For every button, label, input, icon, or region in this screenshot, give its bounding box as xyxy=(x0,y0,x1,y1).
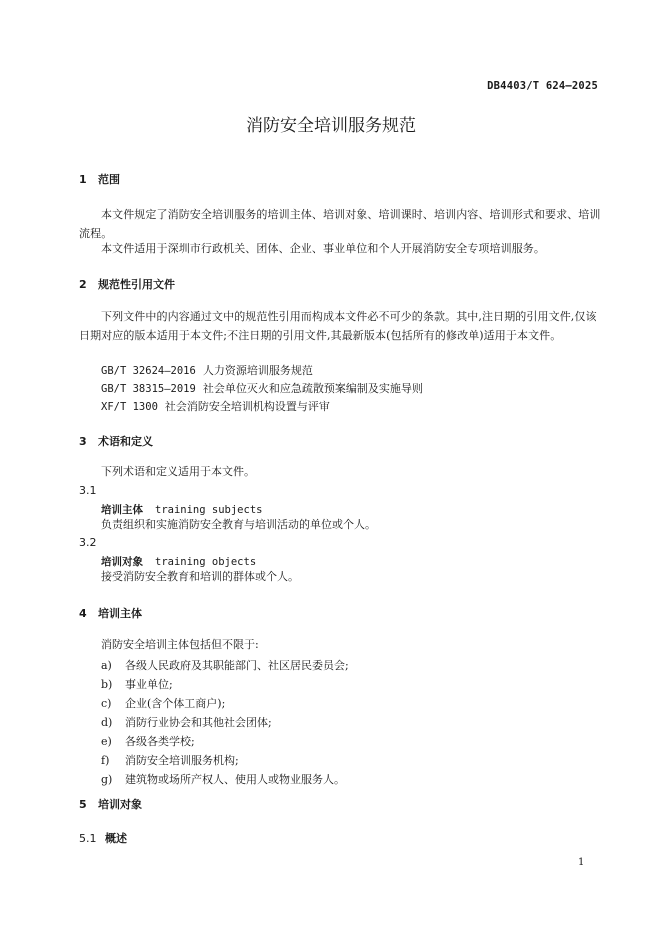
list-text: 企业(含个体工商户); xyxy=(125,697,226,710)
subsection-number: 5.1 xyxy=(79,832,97,845)
term-definition: 接受消防安全教育和培训的群体或个人。 xyxy=(101,570,299,583)
section-4-intro: 消防安全培训主体包括但不限于: xyxy=(101,638,259,651)
list-marker: g) xyxy=(101,773,113,786)
list-text: 消防安全培训服务机构; xyxy=(125,754,239,767)
section-title: 范围 xyxy=(98,173,120,186)
section-number: 3 xyxy=(79,435,87,448)
reference-name: 社会消防安全培训机构设置与评审 xyxy=(164,400,330,413)
subsection-5-1-heading xyxy=(79,830,127,846)
reference-code: GB/T 38315—2019 xyxy=(101,383,196,395)
list-marker: c) xyxy=(101,697,112,710)
subsection-title: 概述 xyxy=(105,832,127,845)
reference-item xyxy=(101,362,313,378)
term-number: 3.2 xyxy=(79,536,97,549)
list-marker: b) xyxy=(101,678,113,691)
list-marker: e) xyxy=(101,735,112,748)
section-2-para: 下列文件中的内容通过文中的规范性引用而构成本文件必不可少的条款。其中,注日期的引用文件,仅该日期对应的版本适用于本文件;不注日期的引用文件,其最新版本(包括所有的修改单)适用于本文件。 xyxy=(79,310,597,342)
reference-code: GB/T 32624—2016 xyxy=(101,365,196,377)
document-title: 消防安全培训服务规范 xyxy=(246,116,416,136)
list-item xyxy=(101,752,239,768)
reference-name: 社会单位灭火和应急疏散预案编制及实施导则 xyxy=(202,382,423,395)
page-number: 1 xyxy=(578,857,585,868)
reference-item xyxy=(101,398,330,414)
term-definition: 负责组织和实施消防安全教育与培训活动的单位或个人。 xyxy=(101,518,376,531)
list-item xyxy=(101,771,345,787)
list-text: 建筑物或场所产权人、使用人或物业服务人。 xyxy=(125,773,345,786)
list-item xyxy=(101,733,195,749)
section-number: 2 xyxy=(79,278,87,291)
section-title: 培训对象 xyxy=(98,798,142,811)
list-marker: f) xyxy=(101,754,110,767)
section-1-para-2: 本文件适用于深圳市行政机关、团体、企业、事业单位和个人开展消防安全专项培训服务。 xyxy=(101,242,545,255)
term-en: training objects xyxy=(155,556,257,568)
section-3-intro: 下列术语和定义适用于本文件。 xyxy=(101,465,255,478)
section-3-heading xyxy=(79,433,153,449)
section-number: 4 xyxy=(79,607,87,620)
reference-name: 人力资源培训服务规范 xyxy=(202,364,313,377)
list-item xyxy=(101,695,225,711)
section-number: 1 xyxy=(79,173,87,186)
section-number: 5 xyxy=(79,798,87,811)
list-item xyxy=(101,714,272,730)
section-5-heading xyxy=(79,796,142,812)
list-marker: a) xyxy=(101,659,112,672)
section-1-para-1: 本文件规定了消防安全培训服务的培训主体、培训对象、培训课时、培训内容、培训形式和要求、培训流程。 xyxy=(79,208,601,240)
section-title: 术语和定义 xyxy=(98,435,153,448)
reference-code: XF/T 1300 xyxy=(101,401,158,413)
section-4-heading xyxy=(79,605,142,621)
list-text: 消防行业协会和其他社会团体; xyxy=(125,716,272,729)
list-marker: d) xyxy=(101,716,113,729)
list-text: 各级各类学校; xyxy=(125,735,195,748)
list-item xyxy=(101,676,173,692)
reference-item xyxy=(101,380,423,396)
standard-number: DB4403/T 624—2025 xyxy=(487,80,598,92)
section-1-heading xyxy=(79,171,120,187)
term-zh: 培训对象 xyxy=(101,556,143,568)
list-item xyxy=(101,657,349,673)
section-2-heading xyxy=(79,276,175,292)
list-text: 各级人民政府及其职能部门、社区居民委员会; xyxy=(125,659,349,672)
section-title: 规范性引用文件 xyxy=(98,278,175,291)
list-text: 事业单位; xyxy=(125,678,173,691)
term-en: training subjects xyxy=(155,504,263,516)
term-zh: 培训主体 xyxy=(101,504,143,516)
section-title: 培训主体 xyxy=(98,607,142,620)
term-number: 3.1 xyxy=(79,484,97,497)
